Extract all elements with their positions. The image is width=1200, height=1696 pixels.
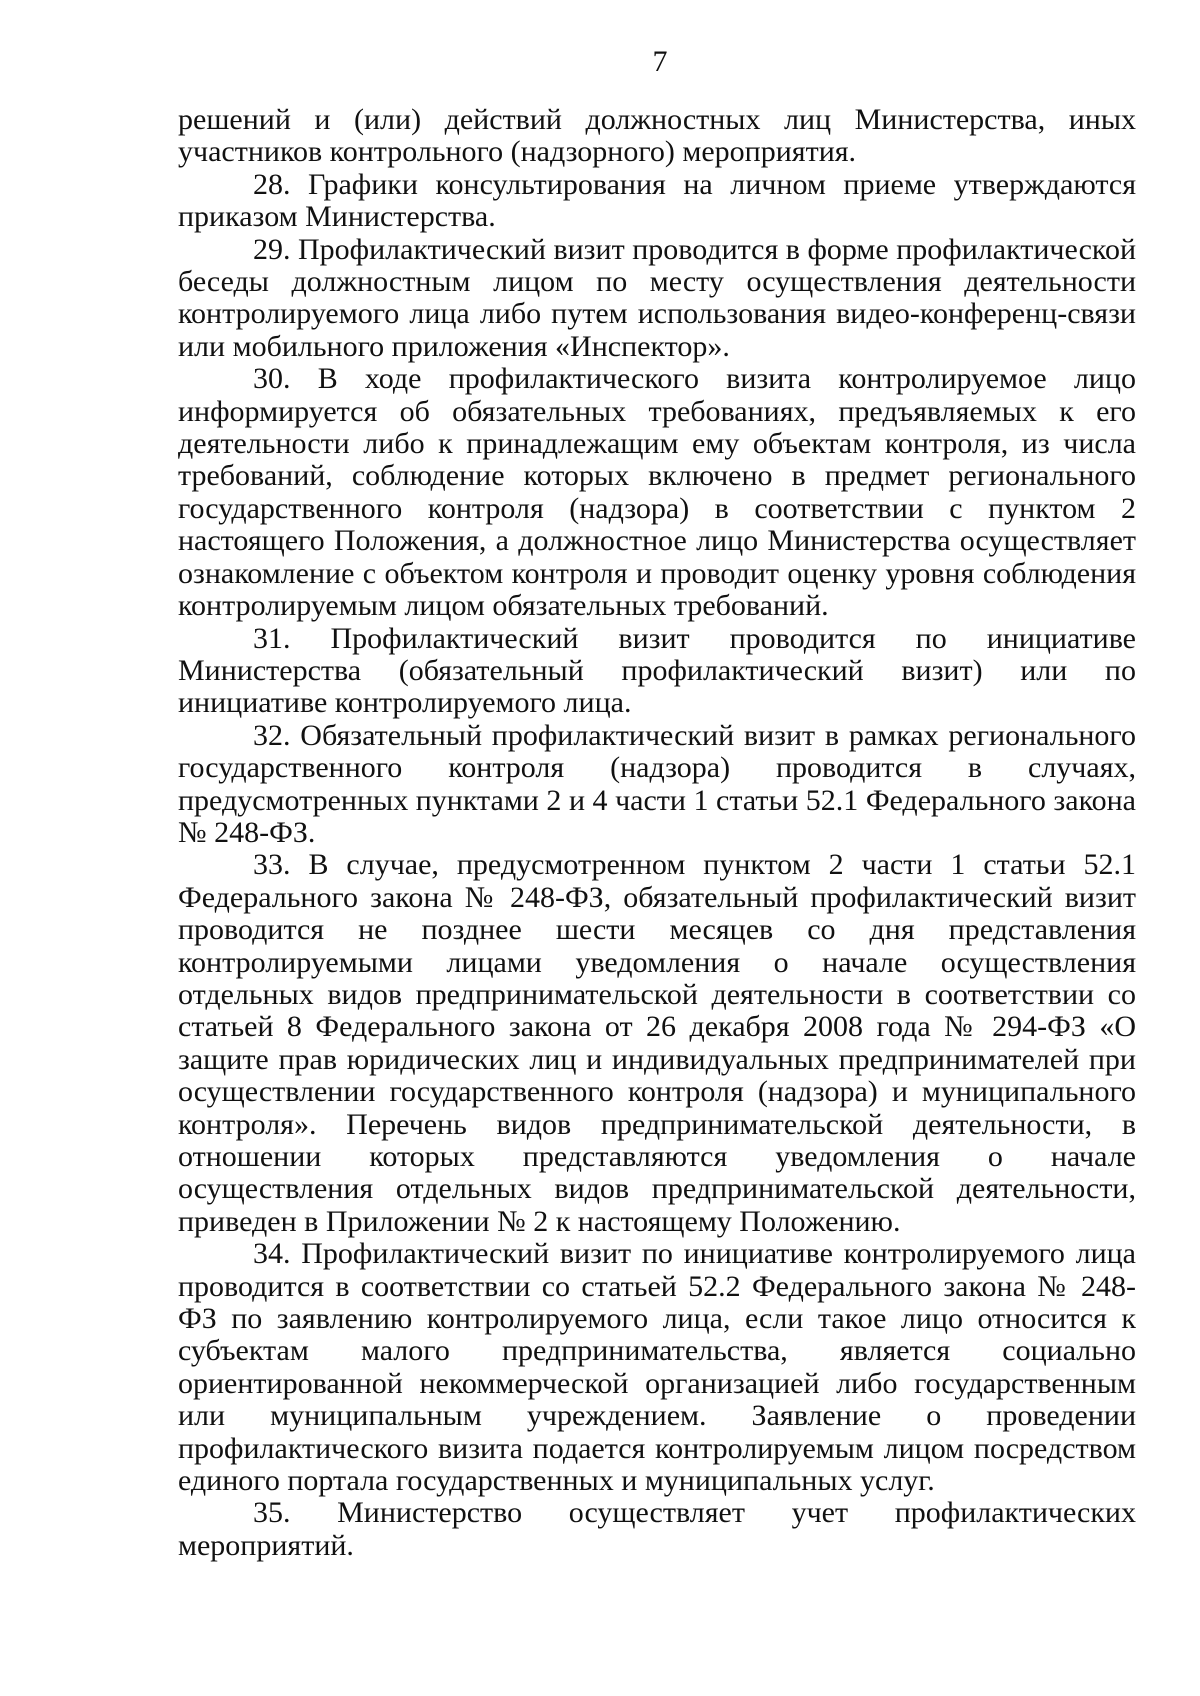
- paragraph-31: 31. Профилактический визит проводится по инициативе Министерства (обязательный профилактический визит) или по инициативе контролируемого лица.: [178, 621, 1136, 720]
- paragraph-33: 33. В случае, предусмотренном пунктом 2 части 1 статьи 52.1 Федерального закона № 248-ФЗ, обязательный профилактический визит проводится не позднее шести месяцев со дня представления контролируемыми лицами уведомления о начале осуществления отдельных видов предпринимательской деятельности в соответствии со статьей 8 Федерального закона от 26 декабря 2008 года № 294-ФЗ «О защите прав юридических лиц и индивидуальных предпринимателей при осуществлении государственного контроля (надзора) и муниципального контроля». Перечень видов предпринимательской деятельности, в отношении которых представляются уведомления о начале осуществления отдельных видов предпринимательской деятельности, приведен в Приложении № 2 к настоящему Положению.: [178, 848, 1136, 1238]
- paragraph-35: 35. Министерство осуществляет учет профилактических мероприятий.: [178, 1496, 1136, 1562]
- paragraph-32: 32. Обязательный профилактический визит в рамках регионального государственного контроля (надзора) проводится в случаях, предусмотренных пунктами 2 и 4 части 1 статьи 52.1 Федерального закона № 248-ФЗ.: [178, 718, 1136, 849]
- document-body: [178, 104, 1136, 1562]
- paragraph-30: 30. В ходе профилактического визита контролируемое лицо информируется об обязательных требованиях, предъявляемых к его деятельности либо к принадлежащим ему объектам контроля, из числа требований, соблюдение которых включено в предмет регионального государственного контроля (надзора) в соответствии с пунктом 2 настоящего Положения, а должностное лицо Министерства осуществляет ознакомление с объектом контроля и проводит оценку уровня соблюдения контролируемым лицом обязательных требований.: [178, 362, 1136, 623]
- paragraph-28: 28. Графики консультирования на личном приеме утверждаются приказом Министерства.: [178, 167, 1136, 234]
- paragraph-34: 34. Профилактический визит по инициативе контролируемого лица проводится в соответствии со статьей 52.2 Федерального закона № 248-ФЗ по заявлению контролируемого лица, если такое лицо относится к субъектам малого предпринимательства, является социально ориентированной некоммерческой организацией либо государственным или муниципальным учреждением. Заявление о проведении профилактического визита подается контролируемым лицом посредством единого портала государственных и муниципальных услуг.: [178, 1237, 1136, 1498]
- page-number: 7: [652, 45, 668, 78]
- paragraph-29: 29. Профилактический визит проводится в форме профилактической беседы должностным лицом по месту осуществления деятельности контролируемого лица либо путем использования видео-конференц-связи или мобильного приложения «Инспектор».: [178, 232, 1136, 363]
- paragraph-continuation: решений и (или) действий должностных лиц Министерства, иных участников контрольного (надзорного) мероприятия.: [178, 103, 1136, 169]
